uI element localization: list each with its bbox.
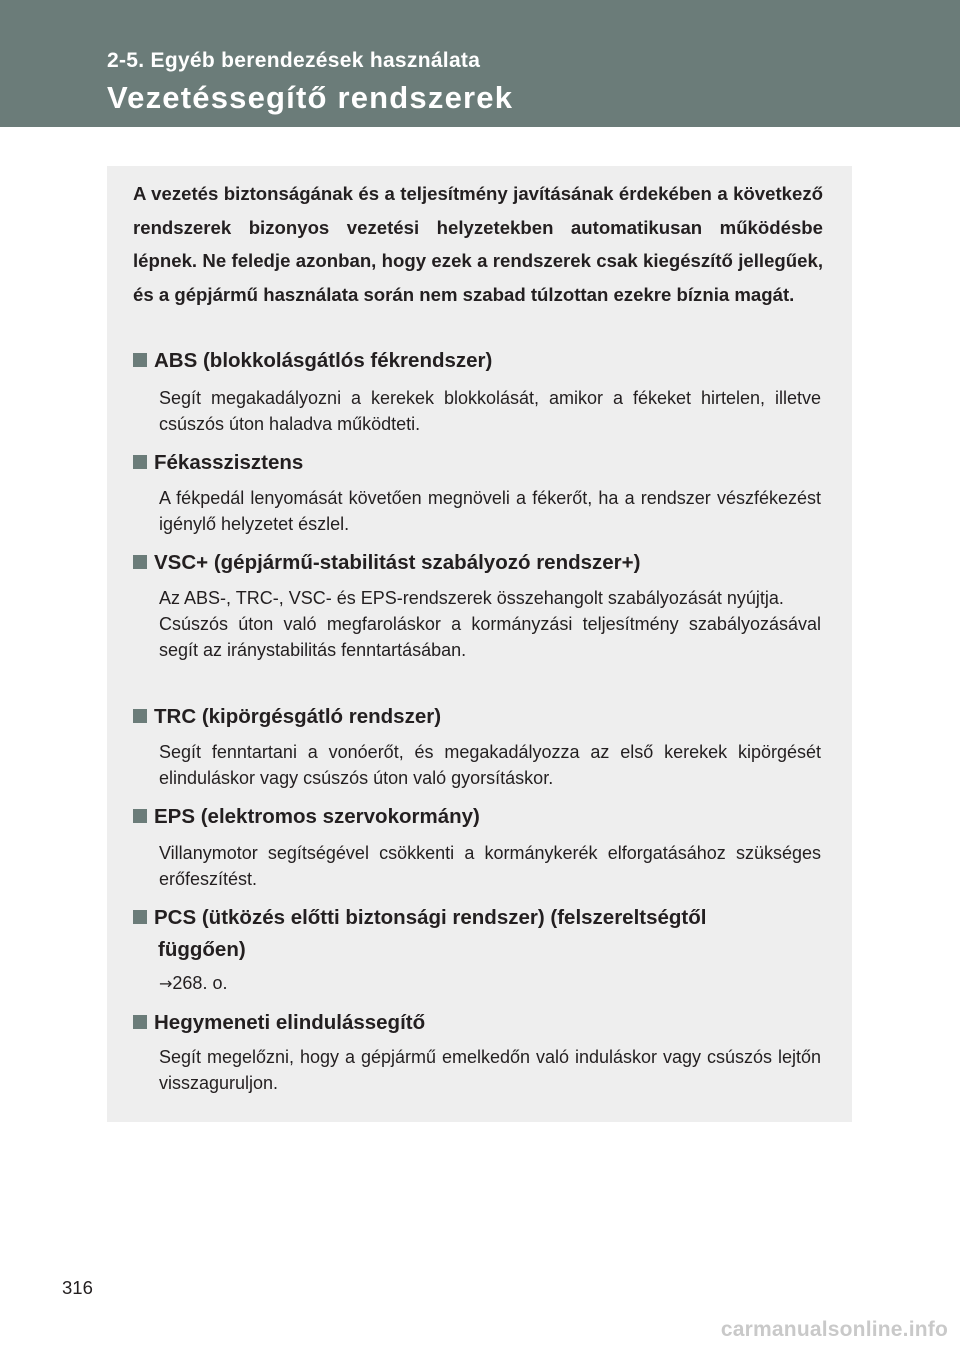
page-reference-text: 268. o. [172, 973, 228, 993]
square-bullet-icon [133, 809, 147, 823]
topic-title: VSC+ (gépjármű-stabilitást szabályozó rendszer+) [154, 551, 641, 574]
topic-title: Hegymeneti elindulássegítő [154, 1011, 426, 1034]
square-bullet-icon [133, 555, 147, 569]
square-bullet-icon [133, 1015, 147, 1029]
topic-body-trc [159, 739, 821, 791]
intro-paragraph: A vezetés biztonságának és a teljesítmény javításának érdekében a következő rendszerek bizonyos vezetési helyzetekben automatikusan működésbe lépnek. Ne feledje azonban, hogy ezek a rendszerek csak kiegészítő jellegűek, és a gépjármű használata során nem szabad túlzottan ezekre bíznia magát. [133, 183, 823, 305]
topic-title-line-1: PCS (ütközés előtti biztonsági rendszer) (felszereltségtől [154, 906, 707, 929]
topic-body-pcs [159, 970, 821, 997]
topic-title: ABS (blokkolásgátlós fékrendszer) [154, 349, 493, 372]
topic-text: Segít fenntartani a vonóerőt, és megakadályozza az első kerekek kipörgését elinduláskor vagy csúszós úton való gyorsításkor. [159, 742, 821, 788]
topic-text: Villanymotor segítségével csökkenti a kormánykerék elforgatásához szükséges erőfeszítést. [159, 843, 821, 889]
square-bullet-icon [133, 353, 147, 367]
square-bullet-icon [133, 455, 147, 469]
topic-text: Az ABS-, TRC-, VSC- és EPS-rendszerek összehangolt szabályozását nyújtja. [159, 588, 784, 608]
square-bullet-icon [133, 709, 147, 723]
topic-body-eps [159, 840, 821, 892]
section-label: 2-5. Egyéb berendezések használata [107, 49, 481, 72]
topic-body-brake-assist [159, 485, 821, 537]
topic-heading-brake-assist [133, 447, 823, 479]
topic-heading-trc [133, 701, 823, 733]
topic-title: Fékasszisztens [154, 451, 304, 474]
topic-text: Segít megelőzni, hogy a gépjármű emelkedőn való induláskor vagy csúszós lejtőn visszaguruljon. [159, 1047, 821, 1093]
topic-heading-eps [133, 801, 823, 833]
topic-body-abs [159, 385, 821, 437]
topic-body-hill-start [159, 1044, 821, 1096]
page-number: 316 [62, 1277, 93, 1298]
topic-text: Segít megakadályozni a kerekek blokkolását, amikor a fékeket hirtelen, illetve csúszós úton haladva működteti. [159, 388, 821, 434]
watermark: carmanualsonline.info [720, 1318, 948, 1341]
topic-text: Csúszós úton való megfaroláskor a kormányzási teljesítmény szabályozásával segít az iránystabilitás fenntartásában. [159, 614, 821, 660]
topic-heading-pcs [133, 902, 823, 966]
topic-body-vsc [159, 585, 821, 663]
topic-heading-vsc [133, 547, 823, 579]
page-reference [159, 970, 821, 997]
topic-title: EPS (elektromos szervokormány) [154, 805, 480, 828]
topic-heading-hill-start [133, 1007, 823, 1039]
topic-title-line-2: függően) [158, 938, 246, 961]
square-bullet-icon [133, 910, 147, 924]
page-title: Vezetéssegítő rendszerek [107, 80, 514, 115]
topic-text: A fékpedál lenyomását követően megnöveli a fékerőt, ha a rendszer vészfékezést igénylő helyzetet észlel. [159, 488, 821, 534]
topic-title: TRC (kipörgésgátló rendszer) [154, 705, 442, 728]
arrow-right-icon: → [159, 974, 173, 993]
topic-heading-abs [133, 345, 823, 377]
